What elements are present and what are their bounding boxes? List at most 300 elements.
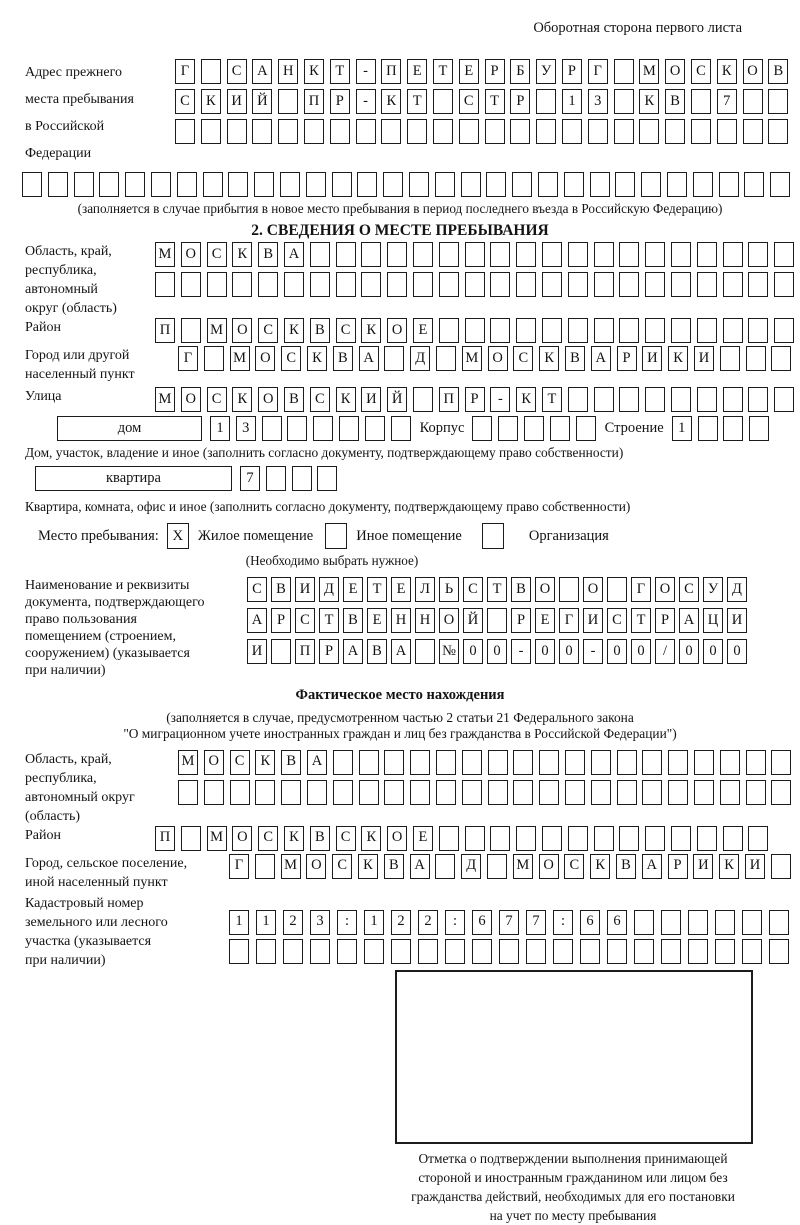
char-box[interactable]: [365, 416, 385, 441]
char-box[interactable]: 7: [499, 910, 519, 935]
char-box[interactable]: [568, 318, 588, 343]
char-box[interactable]: А: [391, 639, 411, 664]
char-box[interactable]: [384, 750, 404, 775]
char-box[interactable]: В: [281, 750, 301, 775]
char-box[interactable]: П: [381, 59, 401, 84]
char-box[interactable]: [465, 318, 485, 343]
char-box[interactable]: О: [181, 242, 201, 267]
char-box[interactable]: [203, 172, 223, 197]
char-box[interactable]: Ь: [439, 577, 459, 602]
char-box[interactable]: -: [356, 89, 376, 114]
char-box[interactable]: [536, 119, 556, 144]
char-box[interactable]: [516, 242, 536, 267]
char-box[interactable]: [485, 119, 505, 144]
char-box[interactable]: [266, 466, 286, 491]
char-box[interactable]: [201, 119, 221, 144]
char-box[interactable]: [490, 272, 510, 297]
char-box[interactable]: [310, 939, 330, 964]
char-box[interactable]: [516, 826, 536, 851]
char-box[interactable]: [381, 119, 401, 144]
char-box[interactable]: [542, 318, 562, 343]
char-box[interactable]: [384, 780, 404, 805]
char-box[interactable]: [746, 346, 766, 371]
char-box[interactable]: [697, 242, 717, 267]
char-box[interactable]: [439, 272, 459, 297]
char-box[interactable]: 0: [463, 639, 483, 664]
char-box[interactable]: [619, 826, 639, 851]
char-box[interactable]: Т: [319, 608, 339, 633]
char-box[interactable]: М: [462, 346, 482, 371]
char-box[interactable]: [418, 939, 438, 964]
char-box[interactable]: [232, 272, 252, 297]
stay-option-organization-checkbox[interactable]: [482, 523, 504, 549]
char-box[interactable]: С: [564, 854, 584, 879]
char-box[interactable]: [565, 780, 585, 805]
char-box[interactable]: [619, 272, 639, 297]
char-box[interactable]: [409, 172, 429, 197]
char-box[interactable]: [591, 750, 611, 775]
char-box[interactable]: [526, 939, 546, 964]
char-box[interactable]: [720, 346, 740, 371]
char-box[interactable]: [459, 119, 479, 144]
char-box[interactable]: [715, 939, 735, 964]
char-box[interactable]: С: [295, 608, 315, 633]
char-box[interactable]: И: [583, 608, 603, 633]
char-box[interactable]: [749, 416, 769, 441]
char-box[interactable]: Т: [631, 608, 651, 633]
char-box[interactable]: [256, 939, 276, 964]
char-box[interactable]: [383, 172, 403, 197]
char-box[interactable]: [576, 416, 596, 441]
char-box[interactable]: К: [304, 59, 324, 84]
char-box[interactable]: [538, 172, 558, 197]
char-box[interactable]: [645, 242, 665, 267]
char-box[interactable]: Г: [559, 608, 579, 633]
char-box[interactable]: О: [181, 387, 201, 412]
char-box[interactable]: М: [207, 826, 227, 851]
char-box[interactable]: [743, 89, 763, 114]
char-box[interactable]: [280, 172, 300, 197]
char-box[interactable]: Е: [343, 577, 363, 602]
char-box[interactable]: И: [295, 577, 315, 602]
char-box[interactable]: С: [310, 387, 330, 412]
char-box[interactable]: Р: [655, 608, 675, 633]
char-box[interactable]: О: [439, 608, 459, 633]
char-box[interactable]: О: [232, 318, 252, 343]
char-box[interactable]: [201, 59, 221, 84]
char-box[interactable]: О: [204, 750, 224, 775]
char-box[interactable]: [181, 318, 201, 343]
char-box[interactable]: 0: [727, 639, 747, 664]
char-box[interactable]: [743, 119, 763, 144]
char-box[interactable]: [306, 172, 326, 197]
char-box[interactable]: [337, 939, 357, 964]
char-box[interactable]: И: [727, 608, 747, 633]
char-box[interactable]: С: [175, 89, 195, 114]
char-box[interactable]: [642, 780, 662, 805]
char-box[interactable]: К: [539, 346, 559, 371]
char-box[interactable]: [178, 780, 198, 805]
char-box[interactable]: [590, 172, 610, 197]
char-box[interactable]: [719, 172, 739, 197]
char-box[interactable]: С: [247, 577, 267, 602]
char-box[interactable]: О: [535, 577, 555, 602]
char-box[interactable]: М: [230, 346, 250, 371]
char-box[interactable]: [688, 939, 708, 964]
char-box[interactable]: [461, 172, 481, 197]
char-box[interactable]: К: [719, 854, 739, 879]
char-box[interactable]: П: [155, 826, 175, 851]
char-box[interactable]: [332, 172, 352, 197]
char-box[interactable]: [697, 272, 717, 297]
char-box[interactable]: [333, 750, 353, 775]
char-box[interactable]: [742, 910, 762, 935]
char-box[interactable]: [465, 826, 485, 851]
char-box[interactable]: [720, 780, 740, 805]
char-box[interactable]: О: [655, 577, 675, 602]
char-box[interactable]: [304, 119, 324, 144]
char-box[interactable]: [661, 939, 681, 964]
char-box[interactable]: [771, 780, 791, 805]
char-box[interactable]: 2: [391, 910, 411, 935]
char-box[interactable]: [391, 939, 411, 964]
char-box[interactable]: [287, 416, 307, 441]
char-box[interactable]: [619, 318, 639, 343]
char-box[interactable]: [723, 416, 743, 441]
char-box[interactable]: В: [565, 346, 585, 371]
char-box[interactable]: [359, 750, 379, 775]
char-box[interactable]: [693, 172, 713, 197]
char-box[interactable]: [634, 939, 654, 964]
char-box[interactable]: [387, 272, 407, 297]
char-box[interactable]: В: [343, 608, 363, 633]
char-box[interactable]: Г: [631, 577, 651, 602]
char-box[interactable]: [697, 826, 717, 851]
char-box[interactable]: П: [155, 318, 175, 343]
char-box[interactable]: [607, 577, 627, 602]
char-box[interactable]: [771, 346, 791, 371]
char-box[interactable]: [227, 119, 247, 144]
char-box[interactable]: [436, 346, 456, 371]
char-box[interactable]: [769, 939, 789, 964]
char-box[interactable]: [645, 387, 665, 412]
char-box[interactable]: Н: [278, 59, 298, 84]
char-box[interactable]: [490, 242, 510, 267]
char-box[interactable]: -: [511, 639, 531, 664]
char-box[interactable]: М: [155, 242, 175, 267]
char-box[interactable]: Е: [413, 826, 433, 851]
char-box[interactable]: [634, 910, 654, 935]
char-box[interactable]: [746, 780, 766, 805]
char-box[interactable]: [661, 910, 681, 935]
char-box[interactable]: [580, 939, 600, 964]
char-box[interactable]: А: [307, 750, 327, 775]
char-box[interactable]: А: [343, 639, 363, 664]
char-box[interactable]: В: [271, 577, 291, 602]
char-box[interactable]: О: [387, 318, 407, 343]
char-box[interactable]: [768, 119, 788, 144]
char-box[interactable]: [542, 272, 562, 297]
char-box[interactable]: Т: [542, 387, 562, 412]
char-box[interactable]: [513, 780, 533, 805]
char-box[interactable]: [617, 780, 637, 805]
char-box[interactable]: С: [336, 826, 356, 851]
char-box[interactable]: [271, 639, 291, 664]
char-box[interactable]: [641, 172, 661, 197]
char-box[interactable]: [361, 272, 381, 297]
char-box[interactable]: С: [679, 577, 699, 602]
char-box[interactable]: С: [258, 318, 278, 343]
char-box[interactable]: О: [232, 826, 252, 851]
char-box[interactable]: [488, 750, 508, 775]
char-box[interactable]: [436, 750, 456, 775]
char-box[interactable]: Д: [319, 577, 339, 602]
char-box[interactable]: С: [463, 577, 483, 602]
char-box[interactable]: [292, 466, 312, 491]
char-box[interactable]: [769, 910, 789, 935]
char-box[interactable]: [439, 826, 459, 851]
char-box[interactable]: [542, 242, 562, 267]
char-box[interactable]: А: [642, 854, 662, 879]
char-box[interactable]: Е: [367, 608, 387, 633]
char-box[interactable]: [488, 780, 508, 805]
char-box[interactable]: К: [358, 854, 378, 879]
char-box[interactable]: [487, 854, 507, 879]
char-box[interactable]: [568, 387, 588, 412]
char-box[interactable]: [553, 939, 573, 964]
char-box[interactable]: [723, 387, 743, 412]
char-box[interactable]: М: [155, 387, 175, 412]
char-box[interactable]: Р: [562, 59, 582, 84]
char-box[interactable]: [413, 272, 433, 297]
char-box[interactable]: [204, 780, 224, 805]
char-box[interactable]: 3: [310, 910, 330, 935]
char-box[interactable]: А: [284, 242, 304, 267]
char-box[interactable]: В: [367, 639, 387, 664]
char-box[interactable]: :: [553, 910, 573, 935]
char-box[interactable]: [516, 318, 536, 343]
char-box[interactable]: Е: [391, 577, 411, 602]
char-box[interactable]: [723, 318, 743, 343]
char-box[interactable]: [175, 119, 195, 144]
char-box[interactable]: [313, 416, 333, 441]
char-box[interactable]: Р: [271, 608, 291, 633]
char-box[interactable]: С: [332, 854, 352, 879]
char-box[interactable]: В: [665, 89, 685, 114]
char-box[interactable]: В: [310, 826, 330, 851]
char-box[interactable]: [433, 89, 453, 114]
char-box[interactable]: [562, 119, 582, 144]
char-box[interactable]: Р: [617, 346, 637, 371]
char-box[interactable]: 6: [607, 910, 627, 935]
char-box[interactable]: [691, 89, 711, 114]
char-box[interactable]: П: [295, 639, 315, 664]
char-box[interactable]: [252, 119, 272, 144]
char-box[interactable]: [333, 780, 353, 805]
char-box[interactable]: [697, 387, 717, 412]
char-box[interactable]: [539, 750, 559, 775]
char-box[interactable]: Й: [387, 387, 407, 412]
char-box[interactable]: [668, 780, 688, 805]
char-box[interactable]: 0: [631, 639, 651, 664]
char-box[interactable]: М: [639, 59, 659, 84]
char-box[interactable]: [746, 750, 766, 775]
char-box[interactable]: Р: [510, 89, 530, 114]
char-box[interactable]: С: [607, 608, 627, 633]
char-box[interactable]: Т: [433, 59, 453, 84]
char-box[interactable]: [336, 242, 356, 267]
char-box[interactable]: [768, 89, 788, 114]
char-box[interactable]: Т: [330, 59, 350, 84]
char-box[interactable]: [742, 939, 762, 964]
char-box[interactable]: [499, 939, 519, 964]
char-box[interactable]: [694, 780, 714, 805]
char-box[interactable]: [177, 172, 197, 197]
char-box[interactable]: [357, 172, 377, 197]
char-box[interactable]: [671, 318, 691, 343]
char-box[interactable]: [410, 780, 430, 805]
char-box[interactable]: К: [668, 346, 688, 371]
char-box[interactable]: [698, 416, 718, 441]
char-box[interactable]: [490, 318, 510, 343]
char-box[interactable]: 0: [607, 639, 627, 664]
char-box[interactable]: [439, 242, 459, 267]
char-box[interactable]: Т: [367, 577, 387, 602]
char-box[interactable]: [645, 318, 665, 343]
char-box[interactable]: К: [201, 89, 221, 114]
char-box[interactable]: [550, 416, 570, 441]
char-box[interactable]: Р: [330, 89, 350, 114]
char-box[interactable]: Н: [391, 608, 411, 633]
char-box[interactable]: [278, 119, 298, 144]
char-box[interactable]: 0: [703, 639, 723, 664]
char-box[interactable]: К: [590, 854, 610, 879]
char-box[interactable]: 1: [256, 910, 276, 935]
char-box[interactable]: [462, 750, 482, 775]
char-box[interactable]: М: [207, 318, 227, 343]
char-box[interactable]: [744, 172, 764, 197]
char-box[interactable]: 7: [526, 910, 546, 935]
char-box[interactable]: [594, 272, 614, 297]
char-box[interactable]: В: [333, 346, 353, 371]
char-box[interactable]: И: [693, 854, 713, 879]
char-box[interactable]: И: [642, 346, 662, 371]
house-type-box[interactable]: дом: [57, 416, 202, 441]
char-box[interactable]: [565, 750, 585, 775]
char-box[interactable]: [559, 577, 579, 602]
char-box[interactable]: [774, 318, 794, 343]
char-box[interactable]: [204, 346, 224, 371]
char-box[interactable]: 0: [487, 639, 507, 664]
char-box[interactable]: [472, 939, 492, 964]
char-box[interactable]: [771, 750, 791, 775]
char-box[interactable]: С: [513, 346, 533, 371]
char-box[interactable]: [645, 826, 665, 851]
char-box[interactable]: [99, 172, 119, 197]
char-box[interactable]: У: [536, 59, 556, 84]
char-box[interactable]: [513, 750, 533, 775]
char-box[interactable]: Ц: [703, 608, 723, 633]
char-box[interactable]: [472, 416, 492, 441]
char-box[interactable]: [723, 272, 743, 297]
char-box[interactable]: [439, 318, 459, 343]
char-box[interactable]: О: [665, 59, 685, 84]
char-box[interactable]: [591, 780, 611, 805]
char-box[interactable]: [413, 387, 433, 412]
char-box[interactable]: [539, 780, 559, 805]
char-box[interactable]: [594, 387, 614, 412]
char-box[interactable]: [310, 242, 330, 267]
char-box[interactable]: Р: [485, 59, 505, 84]
char-box[interactable]: [361, 242, 381, 267]
char-box[interactable]: К: [232, 387, 252, 412]
char-box[interactable]: -: [583, 639, 603, 664]
char-box[interactable]: [462, 780, 482, 805]
char-box[interactable]: К: [255, 750, 275, 775]
char-box[interactable]: [310, 272, 330, 297]
char-box[interactable]: Н: [415, 608, 435, 633]
char-box[interactable]: [668, 750, 688, 775]
char-box[interactable]: [435, 854, 455, 879]
char-box[interactable]: А: [410, 854, 430, 879]
char-box[interactable]: О: [583, 577, 603, 602]
char-box[interactable]: Д: [461, 854, 481, 879]
char-box[interactable]: [229, 939, 249, 964]
char-box[interactable]: [255, 854, 275, 879]
char-box[interactable]: [665, 119, 685, 144]
char-box[interactable]: [255, 780, 275, 805]
char-box[interactable]: С: [227, 59, 247, 84]
char-box[interactable]: 1: [229, 910, 249, 935]
char-box[interactable]: О: [258, 387, 278, 412]
char-box[interactable]: К: [717, 59, 737, 84]
char-box[interactable]: [607, 939, 627, 964]
char-box[interactable]: [774, 272, 794, 297]
char-box[interactable]: Г: [175, 59, 195, 84]
char-box[interactable]: С: [459, 89, 479, 114]
char-box[interactable]: [258, 272, 278, 297]
char-box[interactable]: К: [639, 89, 659, 114]
char-box[interactable]: К: [361, 826, 381, 851]
char-box[interactable]: [748, 242, 768, 267]
char-box[interactable]: И: [247, 639, 267, 664]
char-box[interactable]: 7: [240, 466, 260, 491]
char-box[interactable]: А: [591, 346, 611, 371]
char-box[interactable]: [436, 780, 456, 805]
char-box[interactable]: К: [284, 826, 304, 851]
char-box[interactable]: С: [691, 59, 711, 84]
char-box[interactable]: А: [247, 608, 267, 633]
char-box[interactable]: [410, 750, 430, 775]
char-box[interactable]: [486, 172, 506, 197]
char-box[interactable]: [774, 242, 794, 267]
char-box[interactable]: 1: [364, 910, 384, 935]
char-box[interactable]: П: [439, 387, 459, 412]
char-box[interactable]: [487, 608, 507, 633]
char-box[interactable]: [720, 750, 740, 775]
char-box[interactable]: [465, 272, 485, 297]
char-box[interactable]: [723, 242, 743, 267]
char-box[interactable]: [284, 272, 304, 297]
char-box[interactable]: [594, 242, 614, 267]
char-box[interactable]: [281, 780, 301, 805]
char-box[interactable]: 0: [535, 639, 555, 664]
char-box[interactable]: [384, 346, 404, 371]
char-box[interactable]: У: [703, 577, 723, 602]
char-box[interactable]: [387, 242, 407, 267]
char-box[interactable]: [723, 826, 743, 851]
char-box[interactable]: К: [361, 318, 381, 343]
